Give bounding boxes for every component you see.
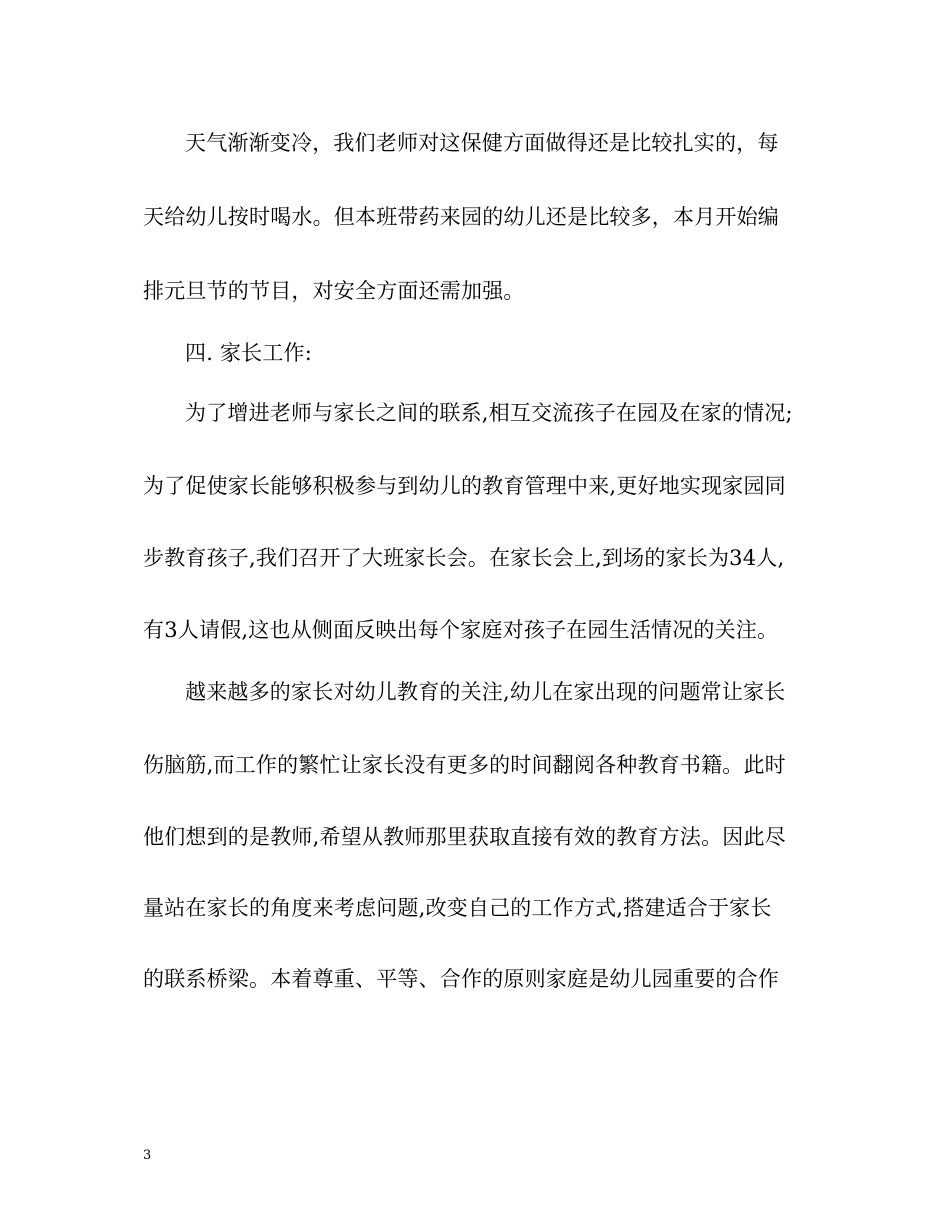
paragraph-line: 为了增进老师与家长之间的联系,相互交流孩子在园及在家的情况; (185, 401, 793, 425)
paragraph-line: 量站在家长的角度来考虑问题,改变自己的工作方式,搭建适合于家长 (143, 896, 772, 920)
paragraph-line: 越来越多的家长对幼儿教育的关注,幼儿在家出现的问题常让家长 (185, 680, 786, 704)
paragraph-line: 有3人请假,这也从侧面反映出每个家庭对孩子在园生活情况的关注。 (143, 618, 779, 642)
paragraph-line: 他们想到的是教师,希望从教师那里获取直接有效的教育方法。因此尽 (143, 825, 786, 849)
paragraph-line: 天给幼儿按时喝水。但本班带药来园的幼儿还是比较多，本月开始编 (143, 205, 779, 229)
paragraph-line: 排元旦节的节目，对安全方面还需加强。 (143, 279, 525, 303)
paragraph-line: 步教育孩子,我们召开了大班家长会。在家长会上,到场的家长为34人, (143, 546, 785, 570)
paragraph-line: 的联系桥梁。本着尊重、平等、合作的原则家庭是幼儿园重要的合作 (143, 967, 779, 991)
paragraph-line: 伤脑筋,而工作的繁忙让家长没有更多的时间翻阅各种教育书籍。此时 (143, 753, 786, 777)
paragraph-line: 为了促使家长能够积极参与到幼儿的教育管理中来,更好地实现家园同 (143, 474, 786, 498)
section-heading: 四. 家长工作: (185, 341, 313, 365)
page-number: 3 (143, 1148, 152, 1163)
paragraph-line: 天气渐渐变冷，我们老师对这保健方面做得还是比较扎实的，每 (185, 131, 779, 155)
